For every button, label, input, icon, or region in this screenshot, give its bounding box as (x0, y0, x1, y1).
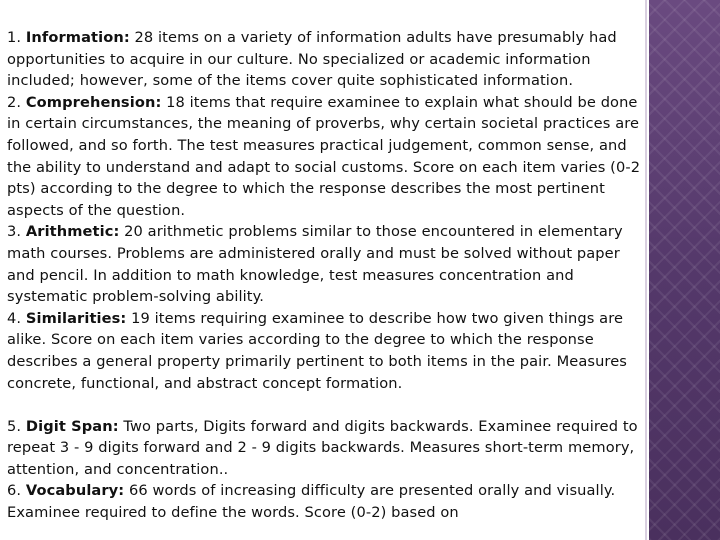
item-term: Digit Span: (25, 417, 119, 435)
item-text: 66 words of increasing difficulty are presented orally and visually. Examinee required to define the words. Score (0-2) based on (7, 482, 616, 522)
item-number: 2. (7, 93, 22, 111)
item-comprehension (7, 92, 643, 222)
side-divider (645, 0, 647, 540)
item-digit-span (7, 416, 643, 481)
item-term: Information: (25, 29, 130, 46)
item-information (7, 27, 643, 92)
item-text: 20 arithmetic problems similar to those encountered in elementary math courses. Problems are administered orally and must be solved without paper and pencil. In addition to math knowledge, test measures concentration and systematic problem-solving ability. (7, 223, 623, 306)
decorative-side-panel (649, 0, 720, 540)
item-vocabulary (7, 480, 643, 523)
item-number: 1. (7, 29, 22, 46)
item-text: 19 items requiring examinee to describe how two given things are alike. Score on each item varies according to the degree to which the response describes a general property primarily pertinent to both items in the pair. Measures concrete, functional, and abstract concept formation. (7, 309, 627, 392)
paragraph-gap (7, 394, 643, 416)
slide-body (7, 27, 643, 524)
item-number: 3. (7, 223, 22, 241)
item-text: 18 items that require examinee to explain what should be done in certain circumstances, the meaning of proverbs, why certain societal practices are followed, and so forth. The test measures practical judgement, common sense, and the ability to understand and adapt to social customs. Score on each item varies (0-2 pts) according to the degree to which the response describes the most pertinent aspects of the question. (7, 93, 641, 219)
item-number: 5. (7, 417, 22, 435)
item-text: 28 items on a variety of information adults have presumably had opportunities to acquire in our culture. No specialized or academic information included; however, some of the items cover quite sophisticated information. (7, 29, 617, 90)
item-term: Arithmetic: (25, 223, 120, 241)
item-term: Similarities: (25, 309, 127, 327)
item-number: 6. (7, 482, 22, 500)
item-arithmetic (7, 221, 643, 307)
item-number: 4. (7, 309, 22, 327)
item-text: Two parts, Digits forward and digits backwards. Examinee required to repeat 3 - 9 digits forward and 2 - 9 digits backwards. Measures short-term memory, attention, and concentration.. (7, 417, 638, 478)
item-term: Comprehension: (25, 93, 162, 111)
item-similarities (7, 308, 643, 394)
item-term: Vocabulary: (25, 482, 125, 500)
